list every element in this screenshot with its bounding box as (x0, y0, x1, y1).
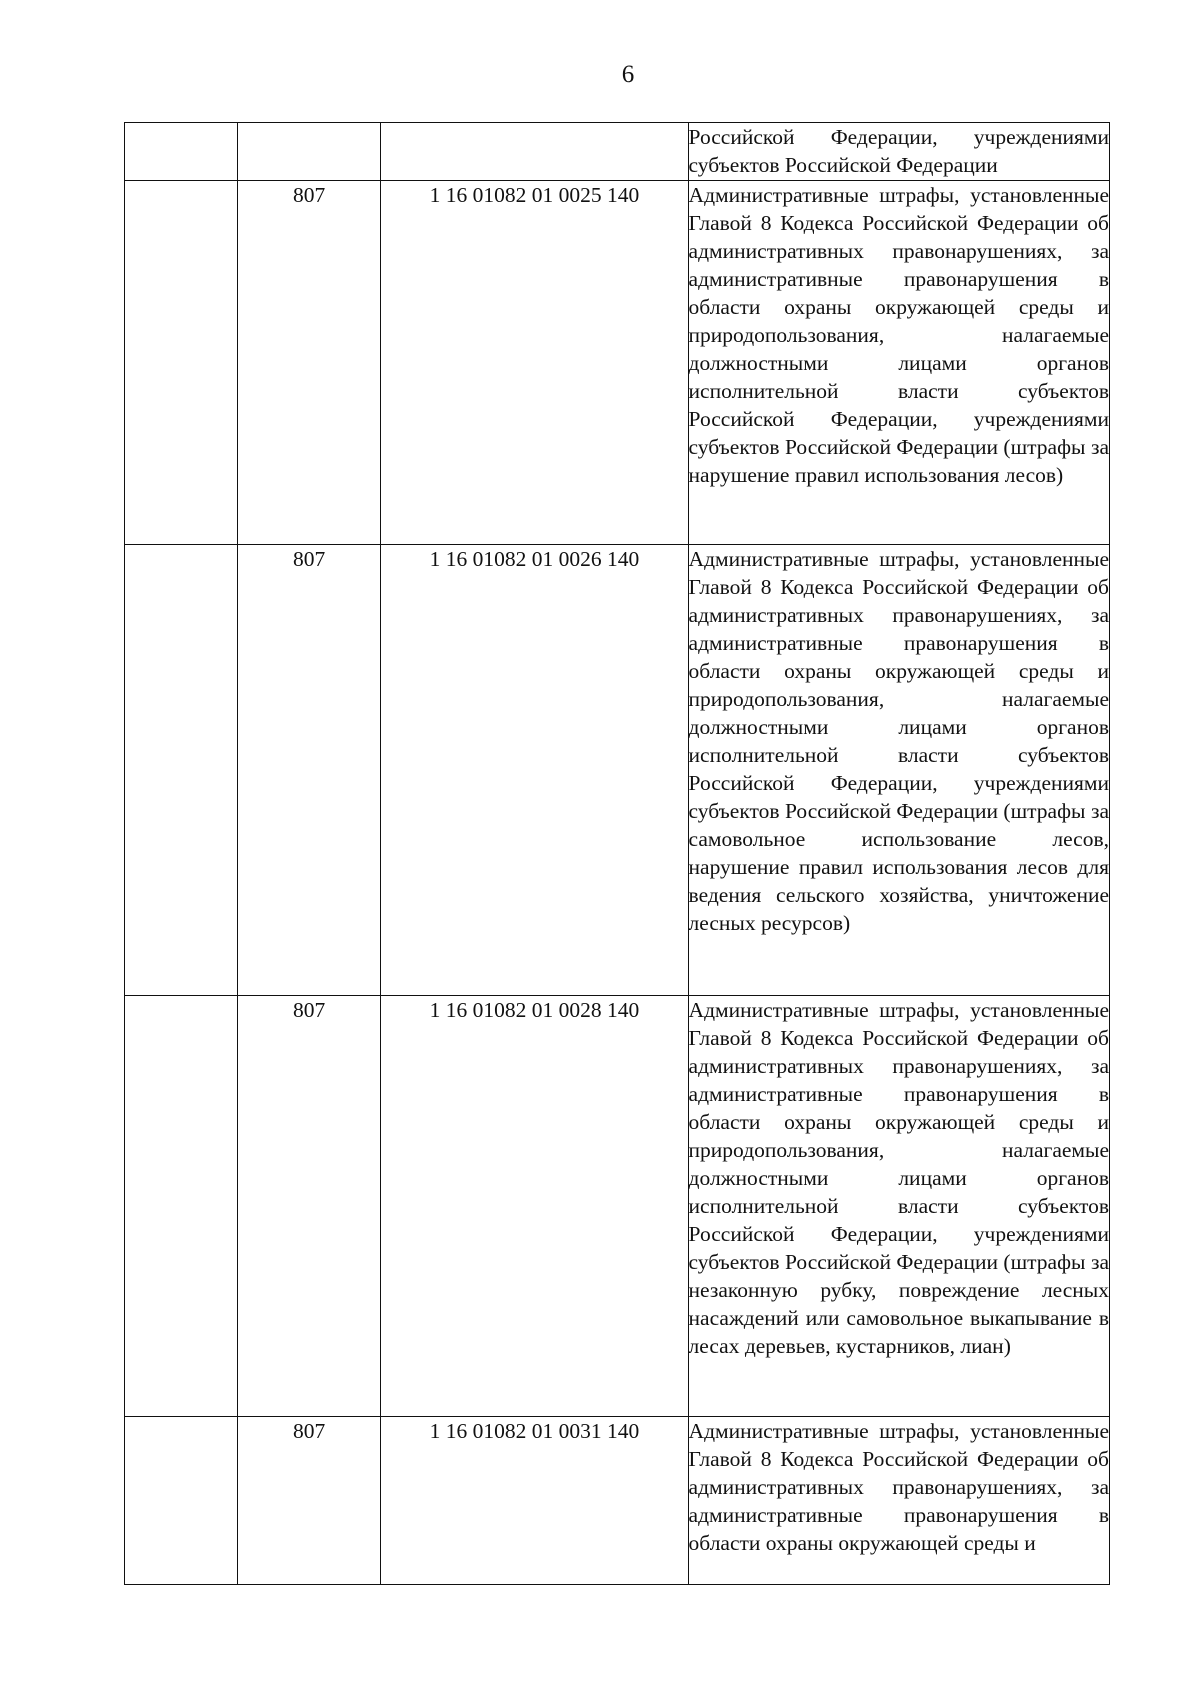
kbk-code-cell: 1 16 01082 01 0025 140 (381, 181, 688, 545)
description-cell: Административные штрафы, установленные Главой 8 Кодекса Российской Федерации об административных правонарушениях, за административные правонарушения в области охраны окружающей среды и (688, 1417, 1109, 1585)
table-row (125, 123, 1110, 181)
description-cell: Административные штрафы, установленные Главой 8 Кодекса Российской Федерации об административных правонарушениях, за административные правонарушения в области охраны окружающей среды и природопользования, налагаемые должностными лицами органов исполнительной власти субъектов Российской Федерации, учреждениями субъектов Российской Федерации (штрафы за незаконную рубку, повреждение лесных насаждений или самовольное выкапывание в лесах деревьев, кустарников, лиан) (688, 996, 1109, 1417)
row-index-cell (125, 123, 238, 181)
admin-code-cell: 807 (238, 181, 381, 545)
table-row (125, 1417, 1110, 1585)
row-index-cell (125, 545, 238, 996)
kbk-code-cell: 1 16 01082 01 0031 140 (381, 1417, 688, 1585)
row-index-cell (125, 1417, 238, 1585)
table-row (125, 996, 1110, 1417)
admin-code-cell: 807 (238, 996, 381, 1417)
kbk-code-cell: 1 16 01082 01 0026 140 (381, 545, 688, 996)
budget-code-table (124, 122, 1110, 1585)
admin-code-cell: 807 (238, 1417, 381, 1585)
description-cell: Административные штрафы, установленные Главой 8 Кодекса Российской Федерации об административных правонарушениях, за административные правонарушения в области охраны окружающей среды и природопользования, налагаемые должностными лицами органов исполнительной власти субъектов Российской Федерации, учреждениями субъектов Российской Федерации (штрафы за самовольное использование лесов, нарушение правил использования лесов для ведения сельского хозяйства, уничтожение лесных ресурсов) (688, 545, 1109, 996)
table-row (125, 545, 1110, 996)
row-index-cell (125, 181, 238, 545)
description-cell: Административные штрафы, установленные Главой 8 Кодекса Российской Федерации об административных правонарушениях, за административные правонарушения в области охраны окружающей среды и природопользования, налагаемые должностными лицами органов исполнительной власти субъектов Российской Федерации, учреждениями субъектов Российской Федерации (штрафы за нарушение правил использования лесов) (688, 181, 1109, 545)
page-number: 6 (621, 61, 635, 88)
admin-code-cell: 807 (238, 545, 381, 996)
admin-code-cell (238, 123, 381, 181)
kbk-code-cell (381, 123, 688, 181)
row-index-cell (125, 996, 238, 1417)
description-cell: Российской Федерации, учреждениями субъектов Российской Федерации (688, 123, 1109, 181)
table-row (125, 181, 1110, 545)
kbk-code-cell: 1 16 01082 01 0028 140 (381, 996, 688, 1417)
